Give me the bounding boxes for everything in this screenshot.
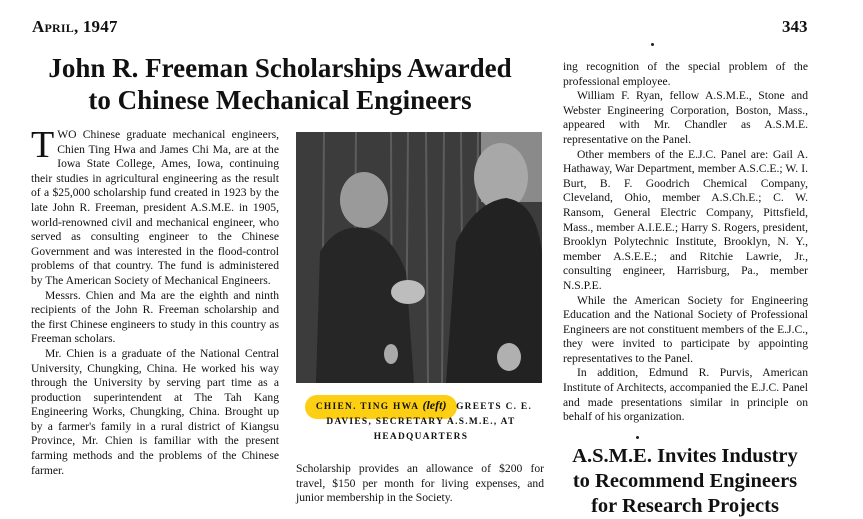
header-month: April <box>32 17 74 36</box>
next-title-line-2: to Recommend Engineers <box>572 470 798 492</box>
paragraph-intro: TWO Chinese graduate mechanical engineers, Chien Ting Hwa and James Chi Ma, are at the Iowa State College, Ames, Iowa, continuing their studies in agricultural engineering as the result of a $25,000 scholarship fund created in 1923 by the late John R. Freeman, president A.S.M.E. in 1905, world-renowned civil and mechanical engineer, who served as consulting engineer to the Chinese Government and was interested in the flood-control problems of that country. The fund is administered by The American Society of Mechanical Engineers. <box>31 124 279 287</box>
paragraph-panel-members: Other members of the E.J.C. Panel are: Gail A. Hathaway, War Department, member A.S.C.E.; W. I. Burt, B. F. Goodrich Chemical Company, Cleveland, Ohio, member A.S.Ch.E.; C. W. Ransom, General Electric Company, Pittsfield, Mass., member A.I.E.E.; Harry S. Rogers, president, Brooklyn Polytechnic Institute, Brooklyn, N. Y., member A.S.E.E.; and Ritchie Lawrie, Jr., consulting engineer, Harrisburg, Pa., member N.S.P.E. <box>563 147 808 292</box>
decorative-dot <box>651 43 654 46</box>
next-title-line-1: A.S.M.E. Invites Industry <box>572 445 798 467</box>
caption-left-note: (left) <box>422 398 447 412</box>
article-title-line-1: John R. Freeman Scholarships Awarded <box>48 53 512 83</box>
column-left <box>31 124 279 478</box>
header-year: , 1947 <box>73 17 118 36</box>
article-title <box>20 52 540 116</box>
photo-caption <box>296 398 546 445</box>
paragraph-ryan: William F. Ryan, fellow A.S.M.E., Stone and Webster Engineering Corporation, Boston, Mass., appeared with Mr. Chandler as A.S.M.E. representative on the Panel. <box>563 89 808 146</box>
column-middle-text <box>296 462 544 506</box>
paragraph-chien-bio: Mr. Chien is a graduate of the National Central University, Chungking, China. He worked his way through the University by serving part time as a production superintendent at The Tah Kang Engineering Works, Chungking, China. Brought up by a farmer's family in a rural district of Kiangsu Province, Mr. Chien is familiar with the present farming methods and the problems of the Chinese farmer. <box>31 346 279 477</box>
running-header-date <box>32 17 118 37</box>
article-title-line-2: to Chinese Mechanical Engineers <box>88 85 472 115</box>
paragraph-asee-nspe: While the American Society for Engineering Education and the National Society of Professional Engineers are not constituent members of the E.J.C., they were invited to participate by appointing representatives to the Panel. <box>563 293 808 365</box>
caption-text: GREETS C. E. DAVIES, SECRETARY A.S.M.E., AT HEADQUARTERS <box>326 402 533 442</box>
paragraph-recipients: Messrs. Chien and Ma are the eighth and ninth recipients of the John R. Freeman scholarship and the first Chinese engineers to study in this country as Freeman scholars. <box>31 288 279 346</box>
photo-handshake-image <box>296 132 542 383</box>
paragraph-allowance: Scholarship provides an allowance of $200 for travel, $150 per month for living expenses, and junior membership in the Society. <box>296 462 544 505</box>
article-photo <box>296 132 542 383</box>
paragraph-purvis: In addition, Edmund R. Purvis, American Institute of Architects, accompanied the E.J.C. Panel and made presentations similar in principle on behalf of his organization. <box>563 366 808 424</box>
page-number: 343 <box>782 17 808 36</box>
dropcap: T <box>31 124 55 166</box>
paragraph-continued: ing recognition of the special problem of the professional employee. <box>563 60 808 88</box>
decorative-dot <box>636 436 639 439</box>
next-article-title <box>560 444 810 519</box>
caption-highlight: CHIEN. TING HWA (left) <box>310 400 453 414</box>
column-right <box>563 60 808 425</box>
next-title-line-3: for Research Projects <box>591 495 779 517</box>
